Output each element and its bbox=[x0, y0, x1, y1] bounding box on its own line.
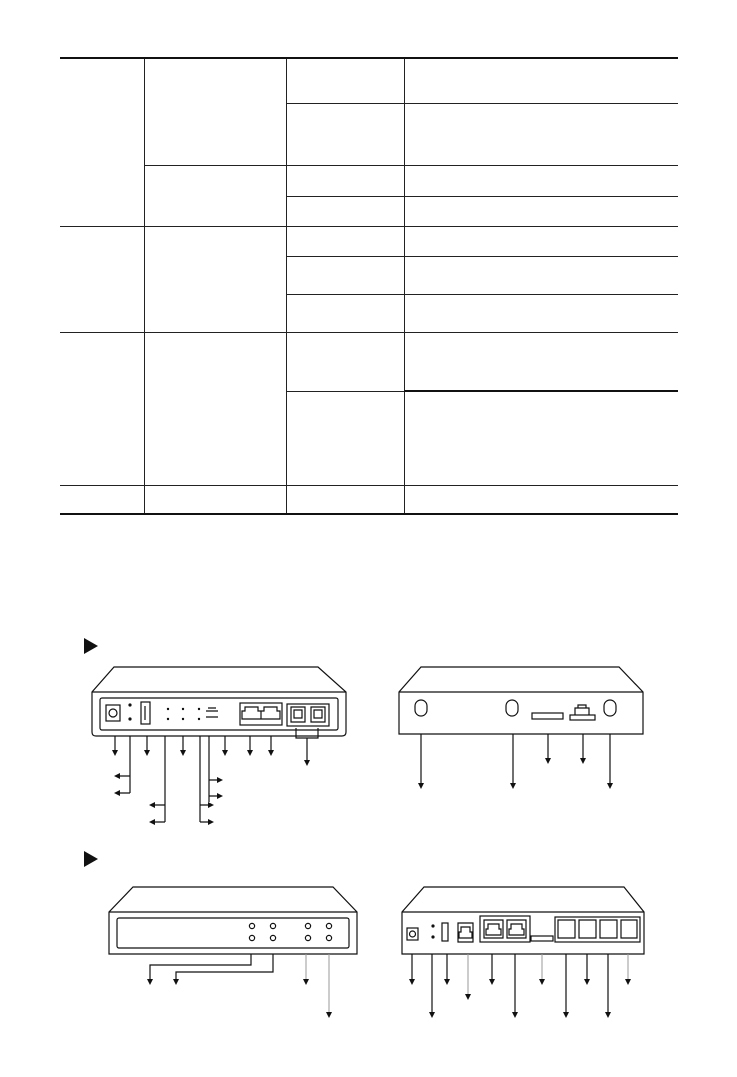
table-cell bbox=[287, 196, 405, 226]
table-cell bbox=[287, 103, 405, 165]
table-cell bbox=[287, 165, 405, 196]
triangle-bullet-icon bbox=[84, 851, 98, 867]
table-cell bbox=[405, 485, 679, 514]
table-cell bbox=[405, 391, 679, 485]
table-cell bbox=[287, 485, 405, 514]
table-cell bbox=[287, 58, 405, 103]
triangle-bullet-icon bbox=[84, 638, 98, 654]
table-cell bbox=[145, 332, 287, 485]
table-cell bbox=[145, 485, 287, 514]
table-row bbox=[60, 58, 678, 103]
spec-table bbox=[60, 57, 678, 515]
router-front-panel-diagram bbox=[105, 882, 360, 1022]
router-front-panel-diagram bbox=[88, 662, 350, 828]
table-cell bbox=[145, 226, 287, 332]
table-row bbox=[60, 485, 678, 514]
table-cell bbox=[405, 196, 679, 226]
table-cell bbox=[60, 485, 145, 514]
table-cell bbox=[60, 332, 145, 485]
table-cell bbox=[405, 165, 679, 196]
table-cell bbox=[405, 58, 679, 103]
table-cell bbox=[405, 226, 679, 256]
table-cell bbox=[287, 294, 405, 332]
table-cell bbox=[60, 58, 145, 226]
table-cell bbox=[405, 103, 679, 165]
table-cell bbox=[287, 256, 405, 294]
router-rear-panel-diagram bbox=[395, 662, 645, 792]
table-cell bbox=[60, 226, 145, 332]
table-row bbox=[60, 165, 678, 196]
table-cell bbox=[405, 256, 679, 294]
router-rear-panel-diagram bbox=[398, 882, 648, 1024]
table-cell bbox=[405, 294, 679, 332]
table-row bbox=[60, 332, 678, 391]
table-cell bbox=[287, 332, 405, 391]
table-cell bbox=[145, 165, 287, 226]
table-cell bbox=[287, 391, 405, 485]
table-cell bbox=[145, 58, 287, 165]
table-row bbox=[60, 226, 678, 256]
table-cell bbox=[405, 332, 679, 391]
table-cell bbox=[287, 226, 405, 256]
